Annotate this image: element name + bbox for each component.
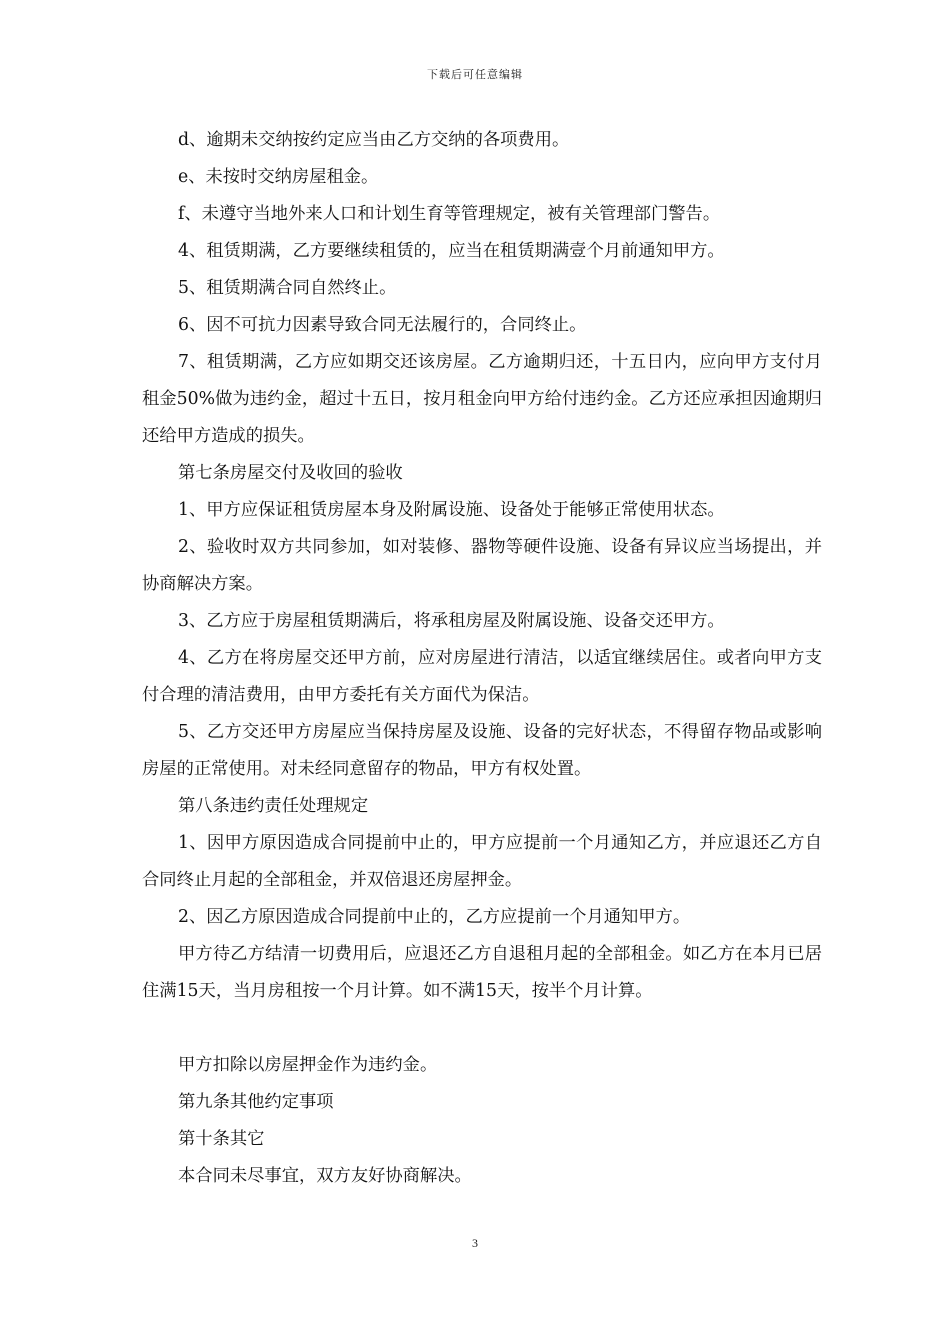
paragraph-item-e: e、未按时交纳房屋租金。: [178, 167, 379, 187]
paragraph-clause-6: 6、因不可抗力因素导致合同无法履行的，合同终止。: [178, 315, 587, 335]
paragraph-clause-7: 7、租赁期满，乙方应如期交还该房屋。乙方逾期归还，十五日内，应向甲方支付月租金50%做为违约金，超过十五日，按月租金向甲方给付违约金。乙方还应承担因逾期归还给甲方造成的损失。: [142, 352, 822, 446]
section-heading-article-9: 第九条其他约定事项: [178, 1092, 334, 1112]
paragraph-article-7-4: 4、乙方在将房屋交还甲方前，应对房屋进行清洁，以适宜继续居住。或者向甲方支付合理的清洁费用，由甲方委托有关方面代为保洁。: [142, 648, 822, 705]
paragraph-clause-5: 5、租赁期满合同自然终止。: [178, 278, 397, 298]
paragraph-closing: 本合同未尽事宜，双方友好协商解决。: [178, 1166, 472, 1186]
paragraph-article-7-1: 1、甲方应保证租赁房屋本身及附属设施、设备处于能够正常使用状态。: [178, 500, 725, 520]
paragraph-article-7-3: 3、乙方应于房屋租赁期满后，将承租房屋及附属设施、设备交还甲方。: [178, 611, 725, 631]
paragraph-article-8-deposit: 甲方扣除以房屋押金作为违约金。: [178, 1055, 438, 1075]
paragraph-spacer: [142, 1010, 822, 1047]
section-heading-article-8: 第八条违约责任处理规定: [178, 796, 369, 816]
paragraph-article-7-2: 2、验收时双方共同参加，如对装修、器物等硬件设施、设备有异议应当场提出，并协商解决方案。: [142, 537, 822, 594]
document-body: [142, 122, 822, 1195]
page-header: 下载后可任意编辑: [427, 68, 523, 81]
paragraph-article-8-1: 1、因甲方原因造成合同提前中止的，甲方应提前一个月通知乙方，并应退还乙方自合同终止月起的全部租金，并双倍退还房屋押金。: [142, 833, 822, 890]
section-heading-article-7: 第七条房屋交付及收回的验收: [178, 463, 403, 483]
section-heading-article-10: 第十条其它: [178, 1129, 265, 1149]
paragraph-article-7-5: 5、乙方交还甲方房屋应当保持房屋及设施、设备的完好状态，不得留存物品或影响房屋的正常使用。对未经同意留存的物品，甲方有权处置。: [142, 722, 822, 779]
paragraph-article-8-2: 2、因乙方原因造成合同提前中止的，乙方应提前一个月通知甲方。: [178, 907, 691, 927]
page-number: 3: [472, 1236, 478, 1250]
paragraph-item-d: d、逾期未交纳按约定应当由乙方交纳的各项费用。: [178, 130, 570, 150]
paragraph-article-8-refund: 甲方待乙方结清一切费用后，应退还乙方自退租月起的全部租金。如乙方在本月已居住满15天，当月房租按一个月计算。如不满15天，按半个月计算。: [142, 944, 822, 1001]
paragraph-clause-4: 4、租赁期满，乙方要继续租赁的，应当在租赁期满壹个月前通知甲方。: [178, 241, 725, 261]
paragraph-item-f: f、未遵守当地外来人口和计划生育等管理规定，被有关管理部门警告。: [178, 204, 721, 224]
